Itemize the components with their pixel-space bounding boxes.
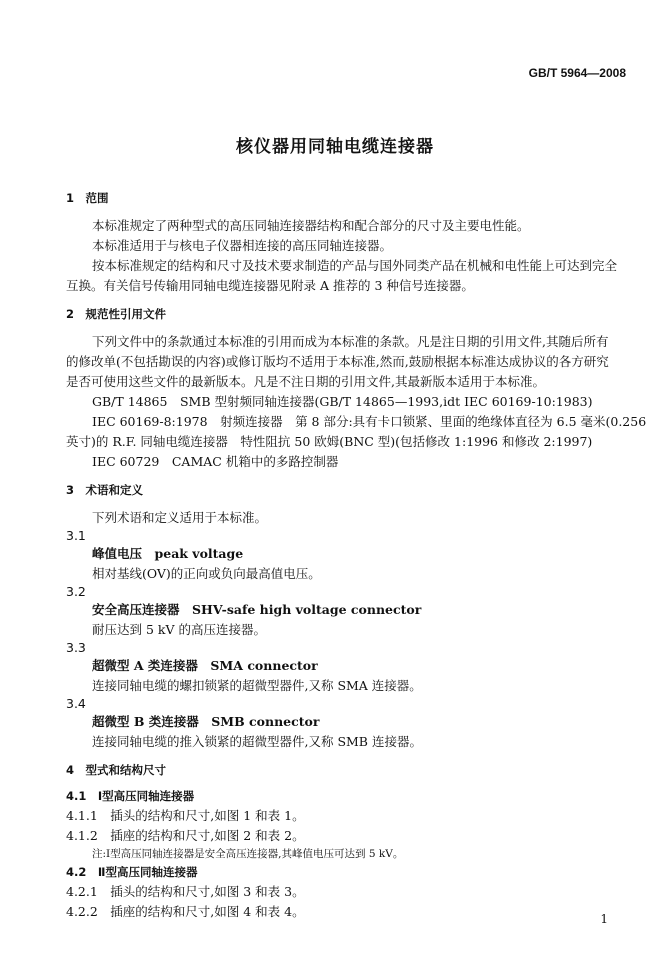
term-number: 3.3 [66, 640, 86, 655]
section-3-heading: 3 术语和定义 [66, 483, 144, 497]
section-1-paragraph-2: 本标准适用于与核电子仪器相连接的高压同轴连接器。 [92, 238, 393, 253]
section-2-heading: 2 规范性引用文件 [66, 307, 167, 321]
term-number: 3.2 [66, 584, 86, 599]
term-name: 安全高压连接器 SHV-safe high voltage connector [92, 602, 422, 617]
clause-4-1-1: 4.1.1 插头的结构和尺寸,如图 1 和表 1。 [66, 808, 305, 823]
section-3-intro: 下列术语和定义适用于本标准。 [92, 510, 268, 525]
reference-iec-60729: IEC 60729 CAMAC 机箱中的多路控制器 [92, 454, 339, 469]
term-number: 3.4 [66, 696, 86, 711]
term-definition: 相对基线(OV)的正向或负向最高值电压。 [92, 566, 321, 581]
term-name: 超微型 B 类连接器 SMB connector [92, 714, 320, 729]
section-2-paragraph-line-3: 是否可使用这些文件的最新版本。凡是不注日期的引用文件,其最新版本适用于本标准。 [66, 374, 545, 389]
clause-4-2-2: 4.2.2 插座的结构和尺寸,如图 4 和表 4。 [66, 904, 305, 919]
section-4-heading: 4 型式和结构尺寸 [66, 763, 167, 777]
term-definition: 连接同轴电缆的推入锁紧的超微型器件,又称 SMB 连接器。 [92, 734, 422, 749]
section-1-heading: 1 范围 [66, 191, 109, 205]
term-name: 超微型 A 类连接器 SMA connector [92, 658, 318, 673]
subsection-4-2-heading: 4.2 Ⅱ型高压同轴连接器 [66, 865, 198, 879]
reference-gbt-14865: GB/T 14865 SMB 型射频同轴连接器(GB/T 14865—1993,idt IEC 60169-10:1983) [92, 394, 593, 409]
clause-4-1-2: 4.1.2 插座的结构和尺寸,如图 2 和表 2。 [66, 828, 305, 843]
clause-4-2-1: 4.2.1 插头的结构和尺寸,如图 3 和表 3。 [66, 884, 305, 899]
term-number: 3.1 [66, 528, 86, 543]
reference-iec-60169-8-line-2: 英寸)的 R.F. 同轴电缆连接器 特性阻抗 50 欧姆(BNC 型)(包括修改 1:1996 和修改 2:1997) [66, 434, 593, 449]
section-2-paragraph-line-2: 的修改单(不包括勘误的内容)或修订版均不适用于本标准,然而,鼓励根据本标准达成协议的各方研究 [66, 354, 609, 369]
section-1-paragraph-3-line-1: 按本标准规定的结构和尺寸及技术要求制造的产品与国外同类产品在机械和电性能上可达到完全 [92, 258, 618, 273]
term-name: 峰值电压 peak voltage [92, 546, 244, 561]
section-1-paragraph-3-line-2: 互换。有关信号传输用同轴电缆连接器见附录 A 推荐的 3 种信号连接器。 [66, 278, 474, 293]
subsection-4-1-heading: 4.1 Ⅰ型高压同轴连接器 [66, 789, 195, 803]
note-4-1: 注:Ⅰ型高压同轴连接器是安全高压连接器,其峰值电压可达到 5 kV。 [92, 848, 404, 860]
document-title: 核仪器用同轴电缆连接器 [236, 137, 434, 157]
term-definition: 连接同轴电缆的螺扣锁紧的超微型器件,又称 SMA 连接器。 [92, 678, 422, 693]
section-2-paragraph-line-1: 下列文件中的条款通过本标准的引用而成为本标准的条款。凡是注日期的引用文件,其随后所有 [92, 334, 609, 349]
term-definition: 耐压达到 5 kV 的高压连接器。 [92, 622, 266, 637]
reference-iec-60169-8-line-1: IEC 60169-8:1978 射频连接器 第 8 部分:具有卡口锁紧、里面的绝缘体直径为 6.5 毫米(0.256 [92, 414, 647, 429]
standard-code: GB/T 5964—2008 [528, 66, 626, 80]
section-1-paragraph-1: 本标准规定了两种型式的高压同轴连接器结构和配合部分的尺寸及主要电性能。 [92, 218, 530, 233]
page-number: 1 [600, 912, 608, 926]
